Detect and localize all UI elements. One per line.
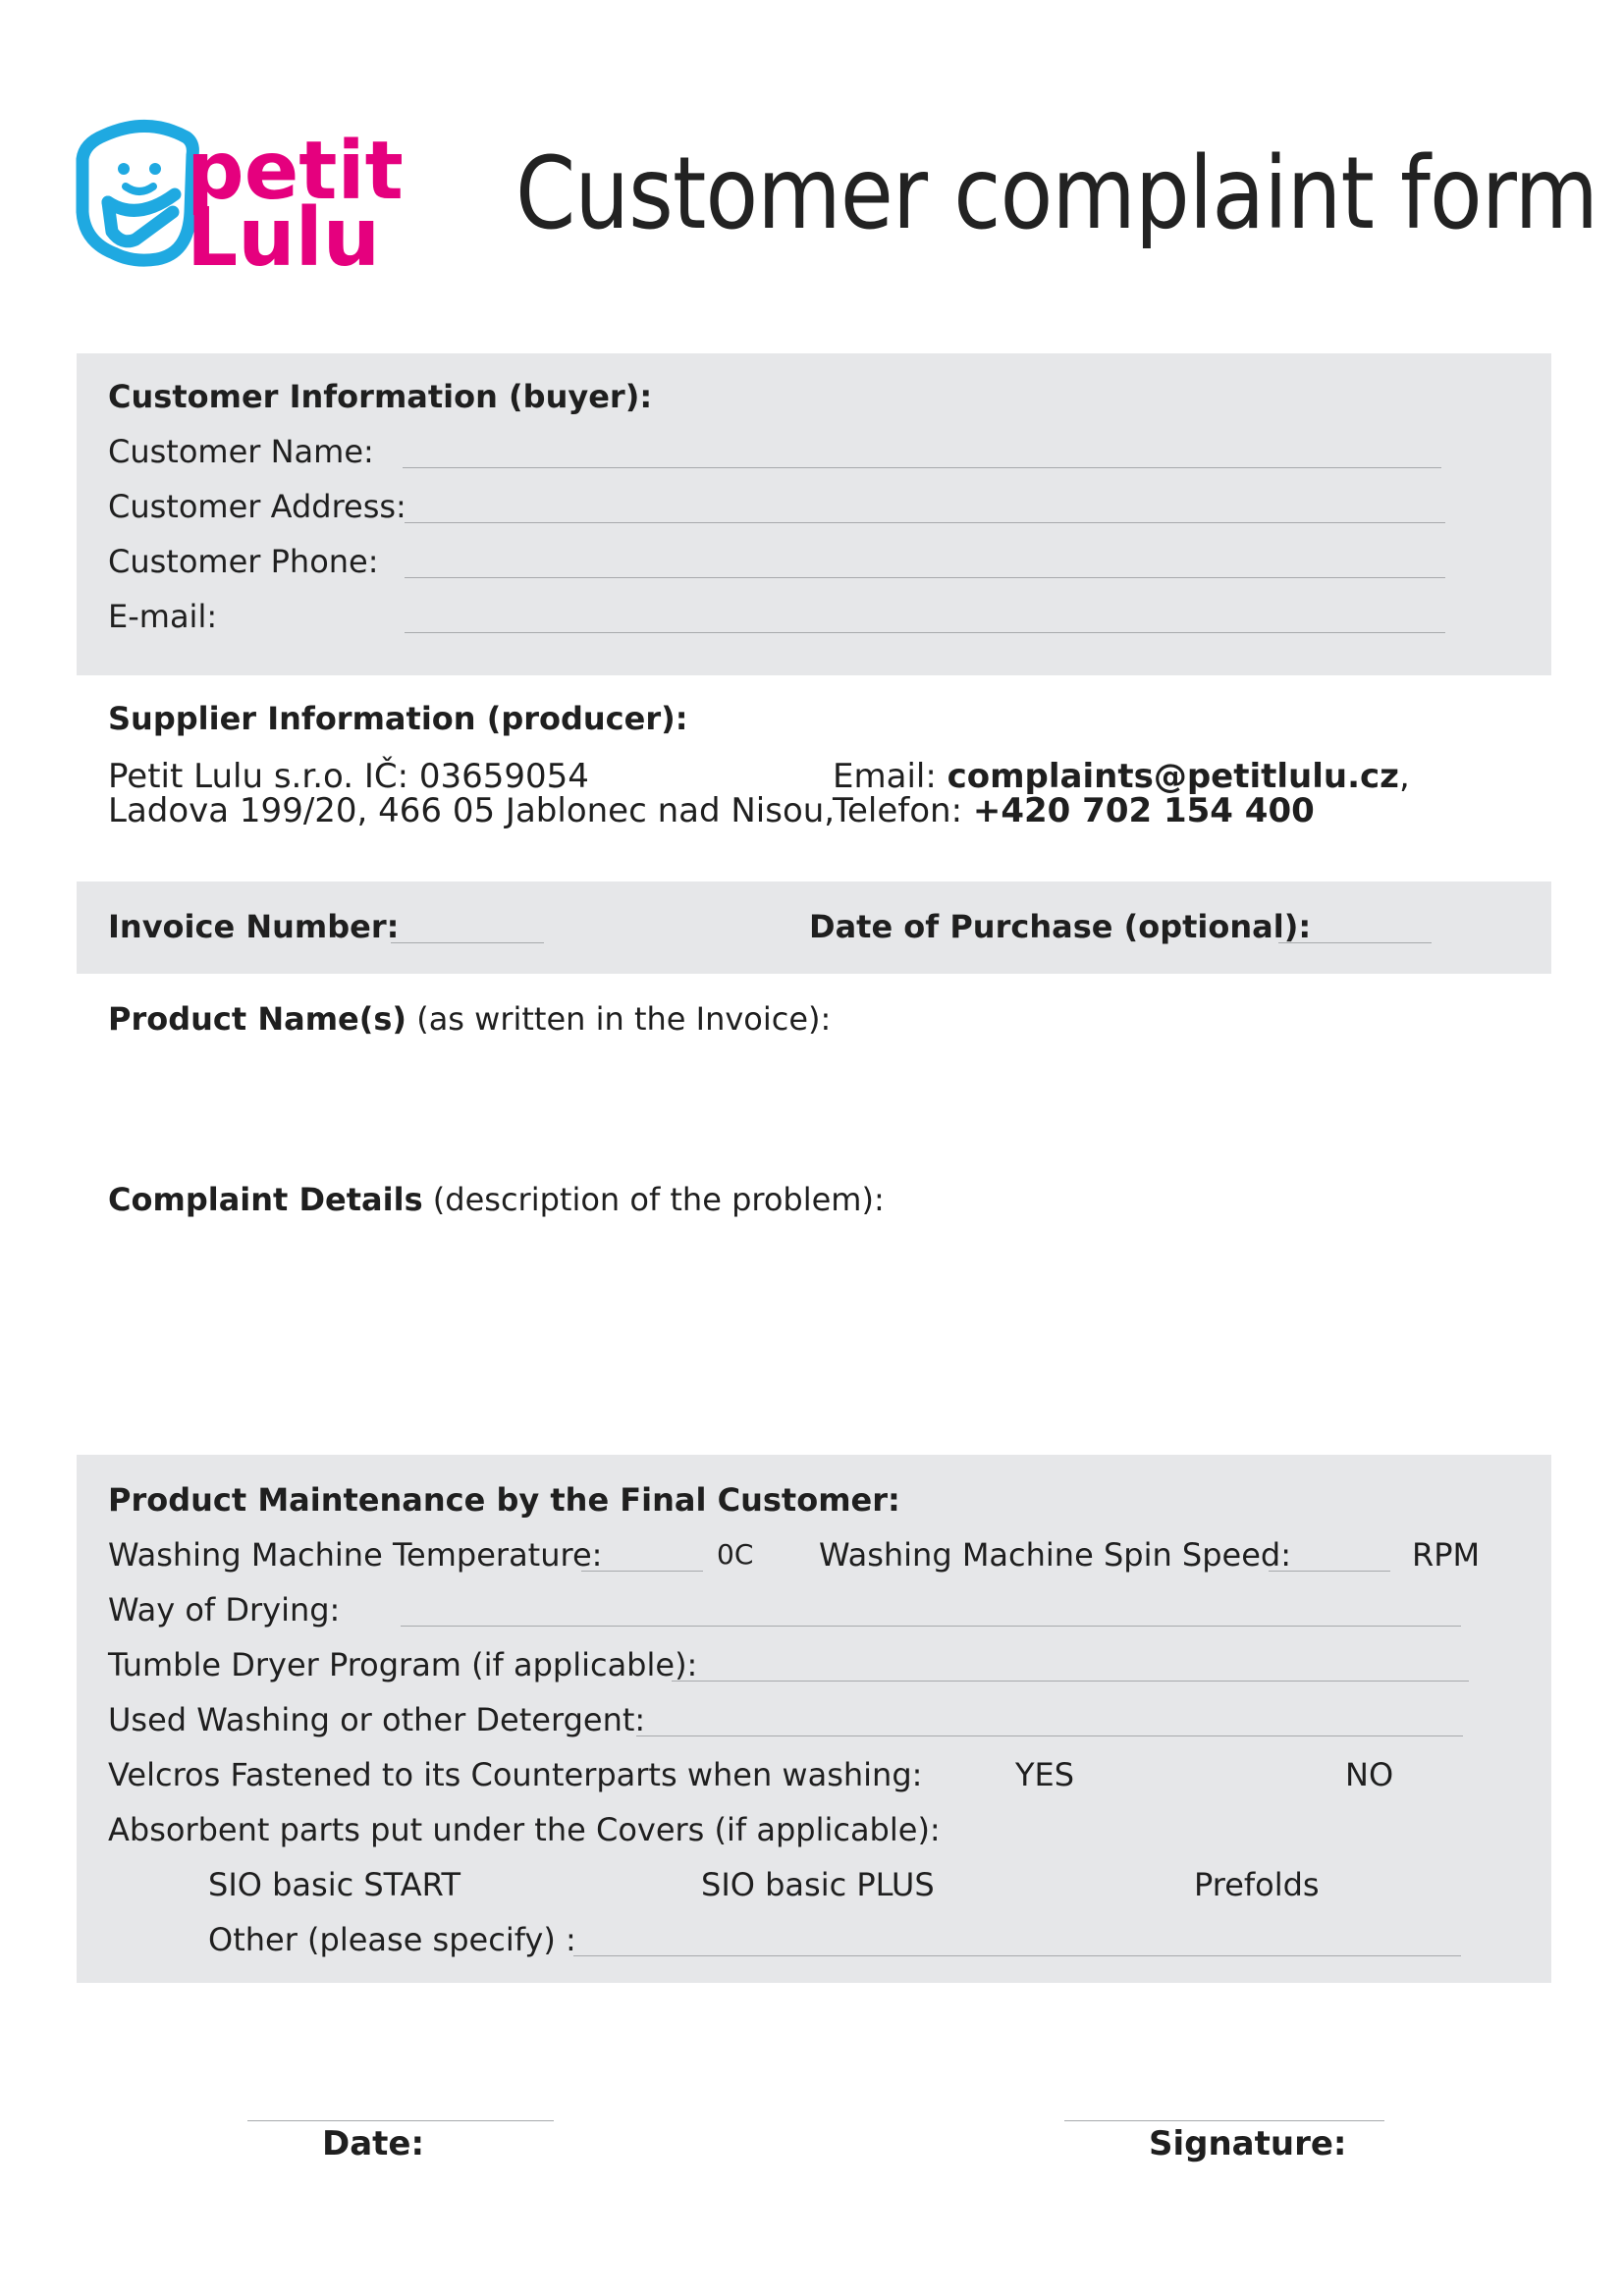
- detergent-field[interactable]: [636, 1735, 1463, 1736]
- complaint-details-field[interactable]: [108, 1225, 1522, 1441]
- customer-email-field[interactable]: [405, 632, 1445, 633]
- signature-label: Signature:: [1149, 2124, 1347, 2163]
- velcro-yes-option[interactable]: YES: [1015, 1756, 1075, 1793]
- purchase-date-field[interactable]: [1278, 942, 1432, 943]
- other-specify-label: Other (please specify) :: [208, 1921, 576, 1958]
- signature-line[interactable]: [1064, 2120, 1384, 2121]
- detergent-label: Used Washing or other Detergent:: [108, 1701, 646, 1738]
- product-name-field[interactable]: [108, 1044, 1522, 1162]
- option-sio-basic-plus[interactable]: SIO basic PLUS: [701, 1866, 935, 1903]
- way-of-drying-label: Way of Drying:: [108, 1591, 341, 1629]
- temperature-unit: 0C: [717, 1538, 754, 1571]
- customer-phone-field[interactable]: [405, 577, 1445, 578]
- tumble-dryer-field[interactable]: [672, 1681, 1469, 1682]
- spin-speed-unit: RPM: [1412, 1536, 1481, 1574]
- option-prefolds[interactable]: Prefolds: [1194, 1866, 1320, 1903]
- washing-temperature-label: Washing Machine Temperature:: [108, 1536, 603, 1574]
- date-label: Date:: [322, 2124, 425, 2163]
- option-sio-basic-start[interactable]: SIO basic START: [208, 1866, 461, 1903]
- customer-info-heading: Customer Information (buyer):: [108, 378, 653, 415]
- tumble-dryer-label: Tumble Dryer Program (if applicable):: [108, 1646, 698, 1683]
- supplier-phone-line: [833, 791, 1315, 830]
- complaint-details-label-rest: (description of the problem):: [422, 1181, 885, 1218]
- spin-speed-label: Washing Machine Spin Speed:: [819, 1536, 1291, 1574]
- supplier-company-line: Petit Lulu s.r.o. IČ: 03659054: [108, 757, 589, 796]
- page-title: Customer complaint form: [515, 135, 1598, 252]
- baby-logo-icon: [75, 116, 430, 275]
- product-name-label-bold: Product Name(s): [108, 1000, 407, 1038]
- velcro-no-option[interactable]: NO: [1345, 1756, 1394, 1793]
- customer-name-field[interactable]: [403, 467, 1441, 468]
- spin-speed-field[interactable]: [1269, 1571, 1390, 1572]
- complaint-details-label-bold: Complaint Details: [108, 1181, 423, 1218]
- supplier-email-suffix: ,: [1398, 757, 1410, 796]
- maintenance-heading: Product Maintenance by the Final Customer:: [108, 1481, 900, 1519]
- invoice-number-field[interactable]: [391, 942, 544, 943]
- complaint-details-label: [108, 1180, 885, 1219]
- product-name-label: [108, 999, 831, 1039]
- logo-word-lulu: Lulu: [187, 191, 381, 275]
- customer-phone-label: Customer Phone:: [108, 543, 379, 580]
- customer-name-label: Customer Name:: [108, 433, 374, 470]
- customer-address-label: Customer Address:: [108, 488, 406, 525]
- velcro-label: Velcros Fastened to its Counterparts when washing:: [108, 1756, 923, 1793]
- supplier-info-heading: Supplier Information (producer):: [108, 700, 688, 737]
- supplier-phone-label: Telefon:: [833, 791, 963, 830]
- supplier-address-line: Ladova 199/20, 466 05 Jablonec nad Nisou,: [108, 791, 836, 830]
- washing-temperature-field[interactable]: [581, 1571, 703, 1572]
- customer-email-label: E-mail:: [108, 598, 218, 635]
- date-signature-line[interactable]: [247, 2120, 554, 2121]
- logo-word-petit: petit: [187, 125, 404, 218]
- invoice-number-label: Invoice Number:: [108, 908, 400, 945]
- supplier-phone-value: +420 702 154 400: [972, 791, 1315, 830]
- product-name-label-rest: (as written in the Invoice):: [406, 1000, 832, 1038]
- purchase-date-label: Date of Purchase (optional):: [809, 908, 1312, 945]
- supplier-email-link[interactable]: complaints@petitlulu.cz: [947, 757, 1399, 796]
- absorbent-parts-label: Absorbent parts put under the Covers (if applicable):: [108, 1811, 941, 1848]
- supplier-email-label: Email:: [833, 757, 937, 796]
- customer-address-field[interactable]: [405, 522, 1445, 523]
- other-specify-field[interactable]: [573, 1955, 1461, 1956]
- petit-lulu-logo: [75, 116, 430, 275]
- supplier-email-line: [833, 757, 1410, 796]
- way-of-drying-field[interactable]: [401, 1626, 1461, 1627]
